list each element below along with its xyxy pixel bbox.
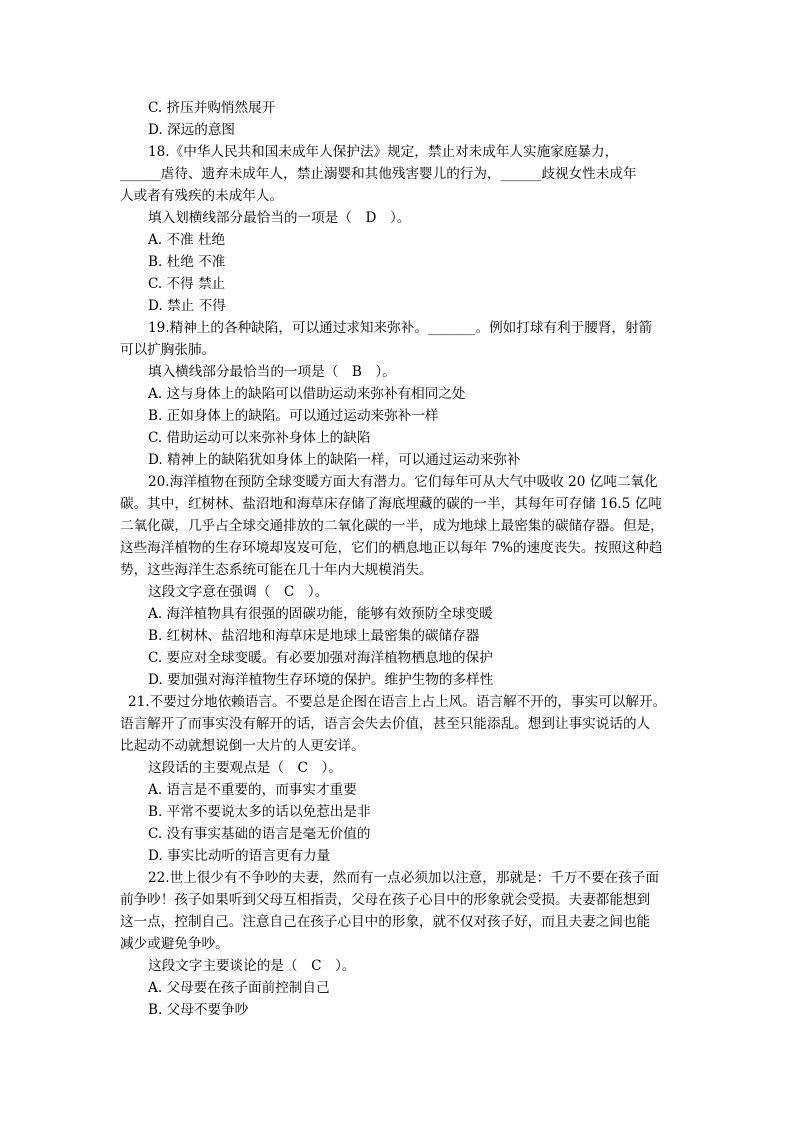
question-19-option-b: B. 正如身体上的缺陷。可以通过运动来弥补一样 [148, 408, 439, 424]
question-18-prompt: 填入划横线部分最恰当的一项是（ D ）。 [148, 210, 411, 226]
question-22-line-2: 前争吵！孩子如果听到父母互相指责，父母在孩子心目中的形象就会受损。夫妻都能想到 [120, 892, 651, 908]
option-c-prev: C. 挤压并购悄然展开 [148, 100, 276, 116]
question-22-option-b: B. 父母不要争吵 [148, 1002, 249, 1018]
question-20-line-1: 20.海洋植物在预防全球变暖方面大有潜力。它们每年可从大气中吸收 20 亿吨二氧化 [148, 474, 658, 490]
question-20-line-4: 这些海洋植物的生存环境却岌岌可危，它们的栖息地正以每年 7%的速度丧失。按照这种趋 [120, 540, 663, 556]
question-19-option-a: A. 这与身体上的缺陷可以借助运动来弥补有相同之处 [148, 386, 466, 402]
question-19-option-d: D. 精神上的缺陷犹如身体上的缺陷一样，可以通过运动来弥补 [148, 452, 521, 468]
question-19-line-1: 19.精神上的各种缺陷，可以通过求知来弥补。_______。例如打球有利于腰肾，射箭 [148, 320, 653, 336]
question-20-line-3: 二氧化碳，几乎占全球交通排放的二氧化碳的一半，成为地球上最密集的碳储存器。但是， [120, 518, 664, 534]
question-21-line-2: 语言解开了而事实没有解开的话，语言会失去价值，甚至只能添乱。想到让事实说话的人 [120, 716, 651, 732]
question-18-line-3: 人或者有残疾的未成年人。 [120, 188, 284, 204]
question-18-option-a: A. 不准 杜绝 [148, 232, 226, 248]
question-22-option-a: A. 父母要在孩子面前控制自己 [148, 980, 330, 996]
question-21-option-a: A. 语言是不重要的，而事实才重要 [148, 782, 357, 798]
question-21-option-c: C. 没有事实基础的语言是毫无价值的 [148, 826, 371, 842]
question-21-prompt: 这段话的主要观点是（ C ）。 [148, 760, 342, 776]
question-19-prompt: 填入横线部分最恰当的一项是（ B ）。 [148, 364, 396, 380]
question-20-prompt: 这段文字意在强调（ C ）。 [148, 584, 329, 600]
question-18-option-b: B. 杜绝 不准 [148, 254, 226, 270]
question-21-line-1: 21.不要过分地依赖语言。不要总是企图在语言上占上风。语言解不开的，事实可以解开。 [128, 694, 667, 710]
question-18-line-2: ______虐待、遗弃未成年人，禁止溺婴和其他残害婴儿的行为，______歧视女性未成年 [120, 166, 637, 182]
question-20-line-2: 碳。其中，红树林、盐沼地和海草床存储了海底埋藏的碳的一半，其每年可存储 16.5 亿吨 [120, 496, 662, 512]
question-22-line-1: 22.世上很少有不争吵的夫妻，然而有一点必须加以注意，那就是：千万不要在孩子面 [148, 870, 659, 886]
question-20-option-c: C. 要应对全球变暖。有必要加强对海洋植物栖息地的保护 [148, 650, 493, 666]
question-21-option-b: B. 平常不要说太多的话以免惹出是非 [148, 804, 371, 820]
question-20-option-b: B. 红树林、盐沼地和海草床是地球上最密集的碳储存器 [148, 628, 480, 644]
question-18-option-c: C. 不得 禁止 [148, 276, 226, 292]
question-18-line-1: 18.《中华人民共和国未成年人保护法》规定，禁止对未成年人实施家庭暴力， [148, 144, 619, 160]
question-18-option-d: D. 禁止 不得 [148, 298, 226, 314]
question-22-line-4: 减少或避免争吵。 [120, 936, 229, 952]
question-19-line-2: 可以扩胸张肺。 [120, 342, 216, 358]
question-21-line-3: 比起动不动就想说倒一大片的人更安详。 [120, 738, 365, 754]
question-20-line-5: 势，这些海洋生态系统可能在几十年内大规模消失。 [120, 562, 433, 578]
question-21-option-d: D. 事实比动听的语言更有力量 [148, 848, 331, 864]
question-20-option-d: D. 要加强对海洋植物生存环境的保护。维护生物的多样性 [148, 672, 494, 688]
option-d-prev: D. 深远的意图 [148, 122, 236, 138]
question-20-option-a: A. 海洋植物具有很强的固碳功能，能够有效预防全球变暖 [148, 606, 493, 622]
question-22-prompt: 这段文字主要谈论的是（ C ）。 [148, 958, 356, 974]
question-19-option-c: C. 借助运动可以来弥补身体上的缺陷 [148, 430, 371, 446]
question-22-line-3: 这一点，控制自己。注意自己在孩子心目中的形象，就不仅对孩子好，而且夫妻之间也能 [120, 914, 651, 930]
